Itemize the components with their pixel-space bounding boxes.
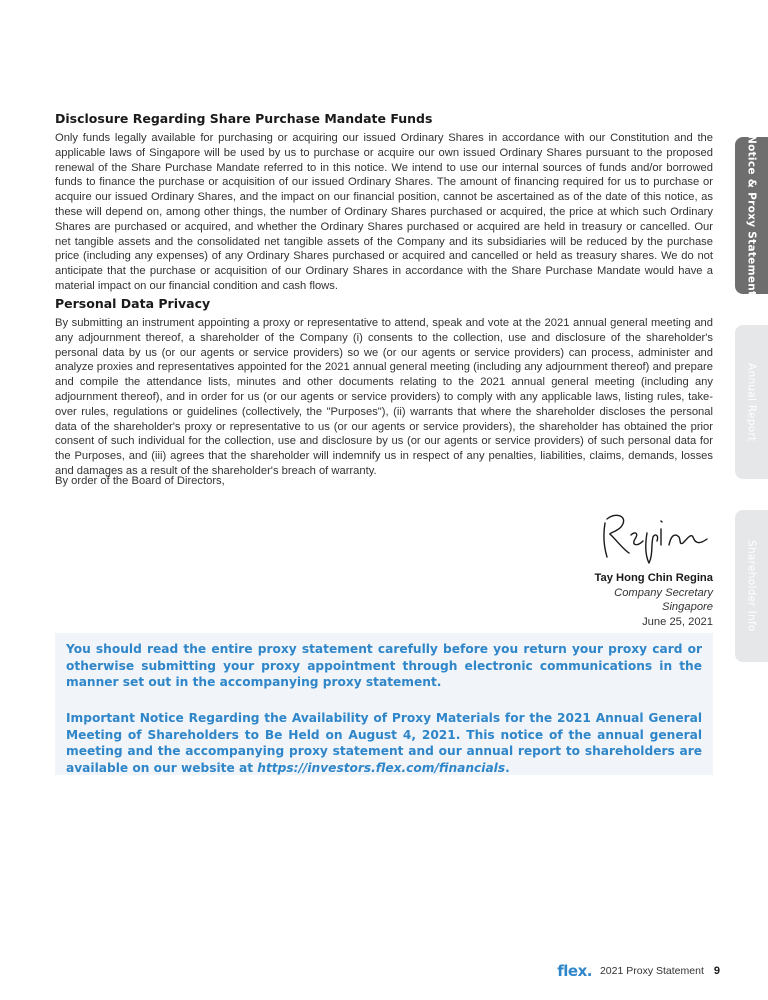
privacy-text: By submitting an instrument appointing a proxy or representative to attend, speak and vote at the 2021 annual general meeting and any adjournment thereof, a shareholder of the Company (i) consents to the collection, use and disclosure of the shareholder's personal data by us (or our agents or service providers) so we (or our agents or service providers) can process, administer and analyze proxies and representatives appointed for the 2021 annual general meeting (including any adjournment thereof) and prepare and compile the attendance lists, minutes and other documents relating to the 2021 annual general meeting (including any adjournment thereof), and in order for us (or our agents or service providers) to comply with any applicable laws, listing rules, take-over rules, regulations or guidelines (collectively, the "Purposes"), (ii) warrants that where the shareholder discloses the personal data of the shareholder's proxy or representative to us (or our agents or service providers), the shareholder has obtained the prior consent of such individual for the collection, use and disclosure by us (or our agents or service providers) of such personal data for the Purposes, and (iii) agrees that the shareholder will indemnify us in respect of any penalties, liabilities, claims, demands, losses and damages as a result of the shareholder's breach of warranty. — [55, 317, 713, 477]
privacy-heading: Personal Data Privacy — [55, 296, 211, 311]
tab-shareholder-info[interactable] — [735, 510, 768, 662]
page-number: 9 — [713, 965, 720, 977]
signature-image — [595, 505, 720, 567]
tab-annual-label: Annual Report — [745, 362, 758, 442]
signatory-title: Company Secretary — [614, 586, 713, 599]
tab-notice-proxy-statement[interactable] — [735, 134, 768, 297]
tab-shareholder-label: Shareholder Info — [745, 540, 758, 632]
tab-notice-label: Notice & Proxy Statement — [745, 134, 758, 297]
signatory-location: Singapore — [661, 601, 713, 614]
privacy-section — [55, 296, 713, 479]
notice-paragraph-1: You should read the entire proxy statement carefully before you return your proxy card or otherwise submitting your proxy appointment through electronic communications in the manner set out in the accompanying proxy statement. — [66, 642, 702, 689]
important-notice-box — [55, 633, 713, 775]
share-purchase-text: Only funds legally available for purchasing or acquiring our issued Ordinary Shares in accordance with our Constitution and the applicable laws of Singapore will be used by us to purchase or acquire our own issued Ordinary Shares pursuant to the proposed renewal of the Share Purchase Mandate referred to in this notice. We intend to use our internal sources of funds and/or borrowed funds to finance the purchase or acquisition of our issued Ordinary Shares. The amount of financing required for us to purchase or acquire our issued Ordinary Shares, and the impact on our financial position, cannot be ascertained as of the date of this notice, as these will depend on, among other things, the number of Ordinary Shares purchased or acquired, the price at which such Ordinary Shares are purchased or acquired, and whether the Ordinary Shares purchased or acquired are held in treasury or cancelled. Our net tangible assets and the consolidated net tangible assets of the Company and its subsidiaries will be reduced by the purchase price (including any expenses) of any Ordinary Shares purchased or acquired and cancelled or held as treasury shares. We do not anticipate that the purchase or acquisition of our Ordinary Shares in accordance with the Share Purchase Mandate would have a material impact on our financial condition and cash flows. — [55, 132, 713, 292]
signature-date: June 25, 2021 — [642, 615, 713, 628]
footer-title: 2021 Proxy Statement — [599, 965, 704, 977]
flex-logo: flex. — [557, 962, 592, 980]
by-order-text: By order of the Board of Directors, — [55, 475, 225, 487]
notice-paragraph-2-text: Important Notice Regarding the Availability of Proxy Materials for the 2021 Annual General Meeting of Shareholders to Be Held on August 4, 2021. This notice of the annual general meeting and the accompanying proxy statement and our annual report to shareholders are available on our website at — [66, 711, 702, 775]
financials-link[interactable]: https://investors.flex.com/financials — [257, 760, 506, 775]
signatory-name: Tay Hong Chin Regina — [594, 572, 713, 584]
tab-annual-report[interactable] — [735, 325, 768, 479]
page-footer — [557, 962, 720, 980]
share-purchase-heading: Disclosure Regarding Share Purchase Mandate Funds — [55, 111, 433, 126]
share-purchase-section — [55, 111, 713, 294]
signature-block — [594, 571, 713, 629]
notice-paragraph-2 — [66, 710, 702, 776]
notice-paragraph-2-end: . — [505, 760, 510, 775]
